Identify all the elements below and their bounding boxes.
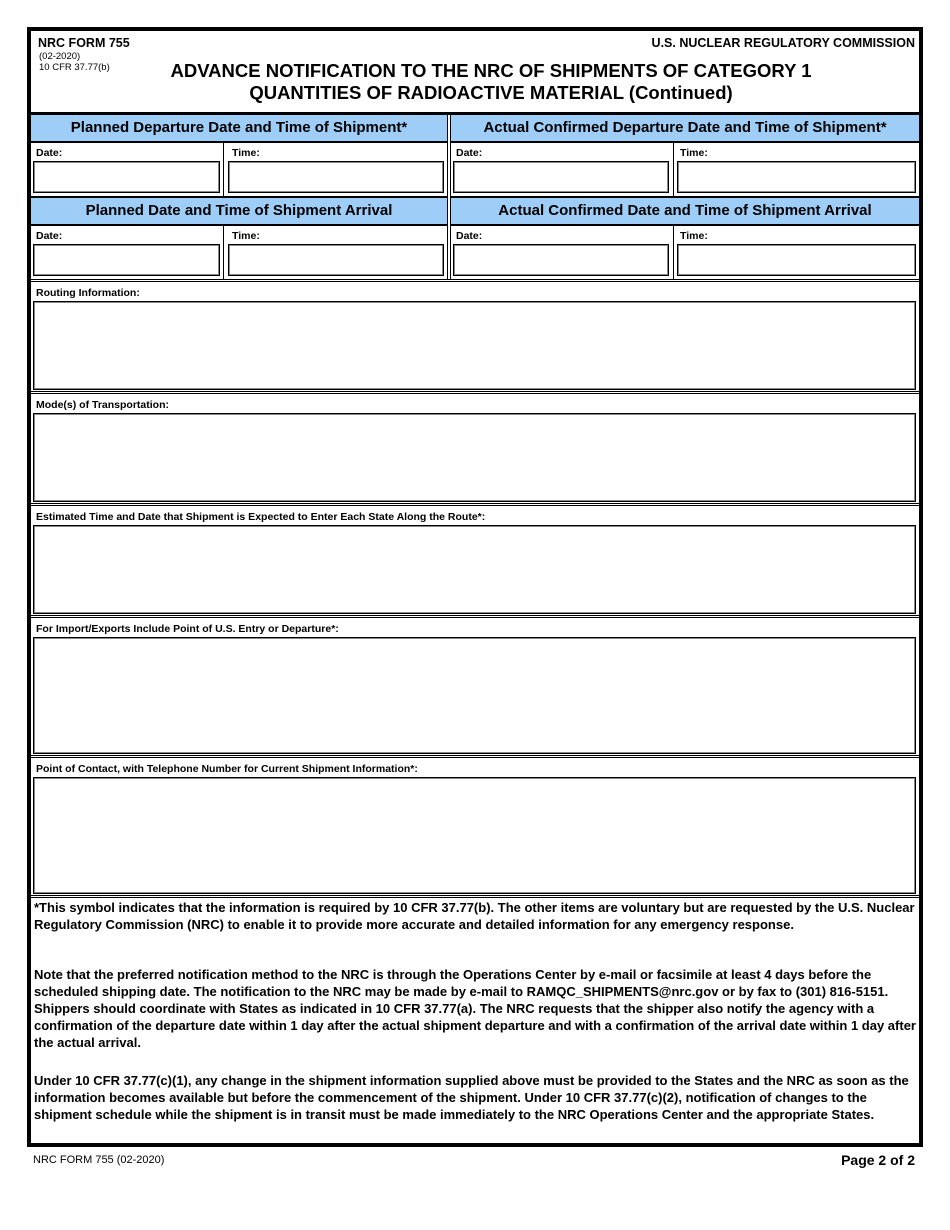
page-number: Page 2 of 2 (841, 1152, 915, 1168)
routing-label: Routing Information: (36, 287, 140, 299)
form-revision-date: (02-2020) (39, 51, 81, 62)
contact-field[interactable] (33, 777, 916, 894)
contact-label: Point of Contact, with Telephone Number for Current Shipment Information*: (36, 763, 418, 775)
change-notification-note: Under 10 CFR 37.77(c)(1), any change in the shipment information supplied above must be provided to the States and the NRC as soon as the information becomes available but before the commencement of the shipment. Under 10 CFR 37.77(c)(2), notification of changes to the shipment schedule while the shipment is in transit must be made immediately to the NRC Operations Center and the appropriate States. (34, 1073, 909, 1122)
planned-arrival-date-label: Date: (36, 230, 63, 242)
actual-arrival-time-field[interactable] (677, 244, 916, 276)
section-divider (31, 895, 919, 898)
cell-divider (223, 226, 224, 279)
agency-name: U.S. NUCLEAR REGULATORY COMMISSION (651, 36, 915, 50)
actual-departure-heading: Actual Confirmed Departure Date and Time of Shipment* (451, 113, 919, 143)
cfr-reference: 10 CFR 37.77(b) (39, 62, 110, 73)
actual-arrival-date-field[interactable] (453, 244, 669, 276)
entry-field[interactable] (33, 637, 916, 754)
notification-method-note: Note that the preferred notification method to the NRC is through the Operations Center by e-mail or facsimile at least 4 days before the scheduled shipping date. The notification to the NRC may be made by e-mail to RAMQC_SHIPMENTS@nrc.gov or by fax to (301) 816-5151. Shippers should coordinate with States as indicated in 10 CFR 37.77(a). The NRC requests that the shipper also notify the agency with a confirmation of the departure date within 1 day after the actual shipment departure and with a confirmation of the arrival date within 1 day after the actual arrival. (34, 967, 916, 1050)
footer-form-id: NRC FORM 755 (02-2020) (33, 1154, 165, 1166)
form-container (27, 27, 923, 1147)
section-divider (31, 503, 919, 506)
planned-arrival-date-field[interactable] (33, 244, 220, 276)
section-divider (31, 279, 919, 282)
planned-arrival-time-label: Time: (232, 230, 260, 242)
planned-departure-date-field[interactable] (33, 161, 220, 193)
actual-departure-date-label: Date: (456, 147, 483, 159)
section-divider (31, 615, 919, 618)
form-number: NRC FORM 755 (38, 36, 130, 50)
modes-field[interactable] (33, 413, 916, 502)
form-title-line2: QUANTITIES OF RADIOACTIVE MATERIAL (Continued) (249, 82, 733, 103)
modes-label: Mode(s) of Transportation: (36, 399, 169, 411)
actual-departure-time-label: Time: (680, 147, 708, 159)
actual-arrival-heading: Actual Confirmed Date and Time of Shipment Arrival (451, 196, 919, 226)
planned-departure-time-label: Time: (232, 147, 260, 159)
entry-label: For Import/Exports Include Point of U.S. Entry or Departure*: (36, 623, 339, 635)
planned-arrival-heading: Planned Date and Time of Shipment Arrival (31, 196, 447, 226)
planned-arrival-time-field[interactable] (228, 244, 444, 276)
actual-arrival-date-label: Date: (456, 230, 483, 242)
actual-arrival-time-label: Time: (680, 230, 708, 242)
actual-departure-time-field[interactable] (677, 161, 916, 193)
states-field[interactable] (33, 525, 916, 614)
cell-divider (223, 143, 224, 197)
cell-divider (673, 226, 674, 279)
states-label: Estimated Time and Date that Shipment is Expected to Enter Each State Along the Route*: (36, 511, 486, 523)
section-divider (31, 755, 919, 758)
actual-departure-date-field[interactable] (453, 161, 669, 193)
planned-departure-time-field[interactable] (228, 161, 444, 193)
form-title-line1: ADVANCE NOTIFICATION TO THE NRC OF SHIPMENTS OF CATEGORY 1 (170, 60, 812, 81)
routing-field[interactable] (33, 301, 916, 390)
cell-divider (673, 143, 674, 197)
planned-departure-heading: Planned Departure Date and Time of Shipment* (31, 113, 447, 143)
required-info-note: *This symbol indicates that the information is required by 10 CFR 37.77(b). The other items are voluntary but are requested by the U.S. Nuclear Regulatory Commission (NRC) to enable it to provide more accurate and detailed information for any emergency response. (34, 900, 915, 932)
section-divider (31, 391, 919, 394)
form-header (31, 31, 919, 115)
planned-departure-date-label: Date: (36, 147, 63, 159)
